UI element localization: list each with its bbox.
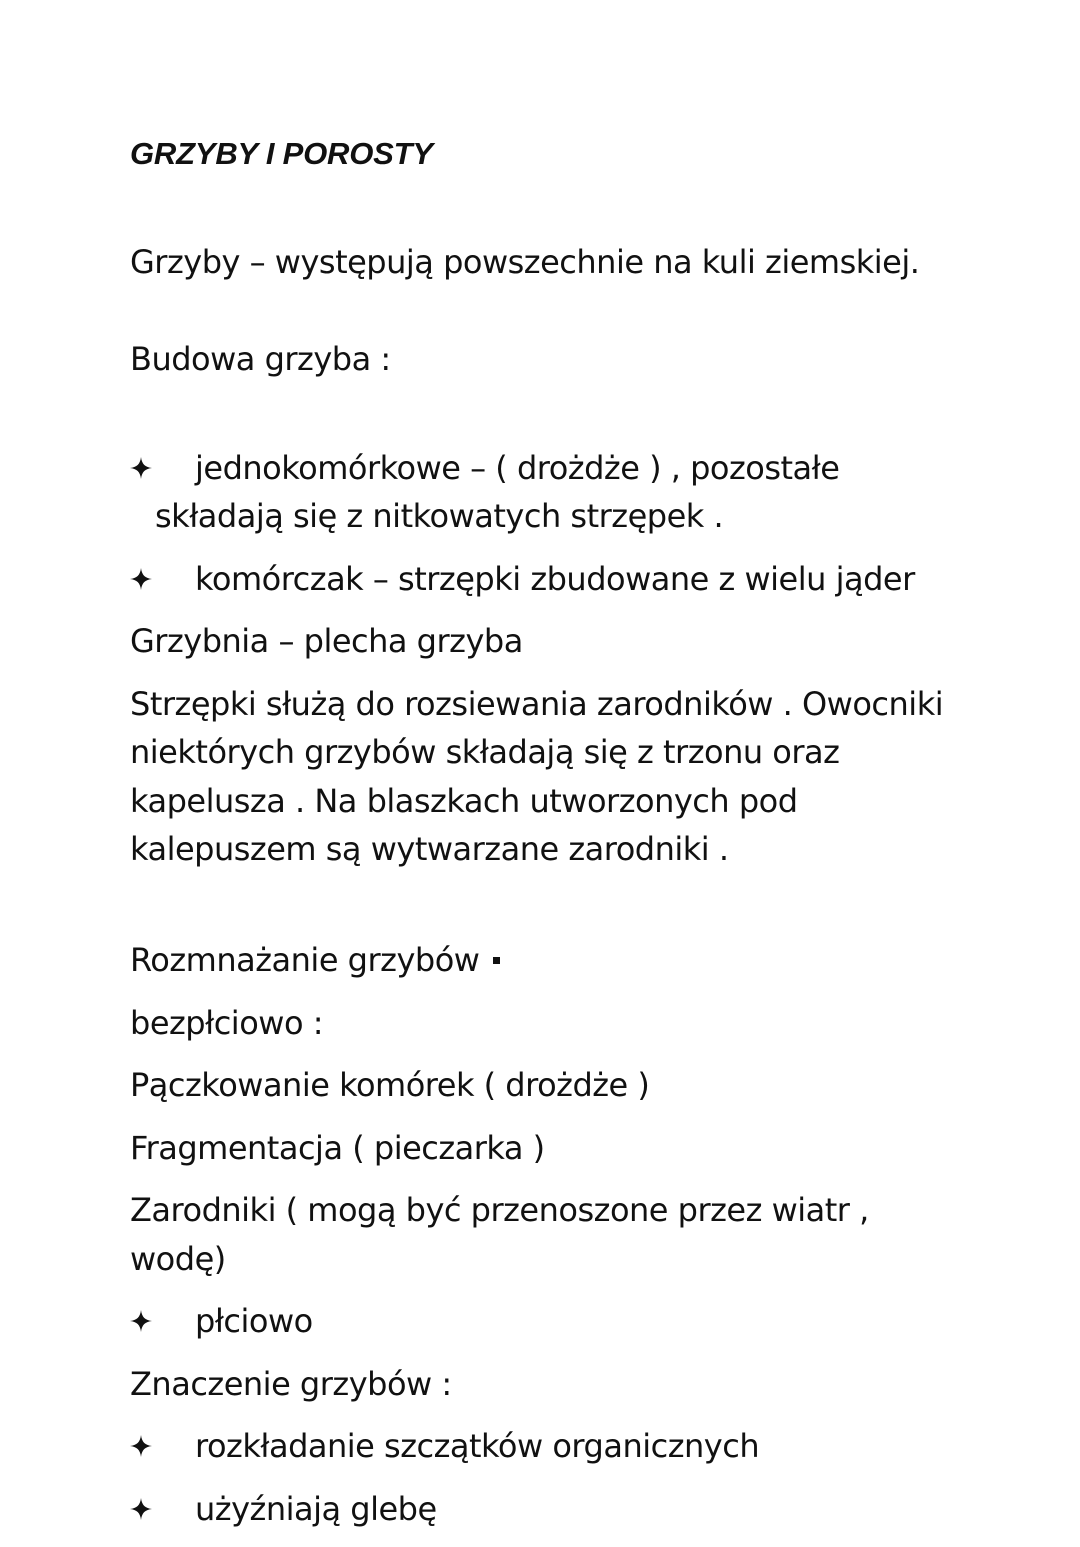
list-item [130, 1485, 970, 1534]
rozmnazanie-heading [130, 888, 970, 985]
grzybnia-line: Grzybnia – plecha grzyba [130, 622, 523, 660]
strzepki-paragraph: Strzępki służą do rozsiewania zarodników . Owocniki niektórych grzybów składają się z trzonu oraz kapelusza . Na blaszkach utworzonych pod kalepuszem są wytwarzane zarodniki . [130, 684, 944, 868]
intro-line-2: Budowa grzyba : [130, 339, 391, 378]
four-point-star-icon [130, 1297, 160, 1345]
intro-paragraph [130, 189, 970, 432]
list-item-text: użyźniają glebę [195, 1489, 437, 1528]
list-item [130, 1422, 970, 1471]
list-item-text: płciowo [195, 1302, 313, 1340]
list-item [130, 1297, 970, 1346]
intro-line-1: Grzyby – występują powszechnie na kuli ziemskiej. [130, 242, 920, 281]
list-item [130, 444, 970, 541]
list-item-text: rozkładanie szczątków organicznych [195, 1427, 760, 1465]
list-item [130, 555, 970, 604]
rozmnazanie-heading-text: Rozmnażanie grzybów [130, 941, 480, 979]
four-point-star-icon [130, 444, 160, 492]
list-item-text: komórczak – strzępki zbudowane z wielu jąder [195, 559, 915, 598]
zarodniki-paragraph: Zarodniki ( mogą być przenoszone przez wiatr , wodę) [130, 1191, 869, 1278]
list-item-continuation: składają się z nitkowatych strzępek . [155, 497, 724, 535]
four-point-star-icon [130, 555, 160, 603]
paczkowanie-line: Pączkowanie komórek ( drożdże ) [130, 1066, 650, 1104]
fragmentacja-line: Fragmentacja ( pieczarka ) [130, 1128, 545, 1167]
znaczenie-heading: Znaczenie grzybów : [130, 1364, 452, 1403]
four-point-star-icon [130, 1422, 160, 1470]
document-page [130, 134, 970, 1547]
page-title: GRZYBY I POROSTY [130, 136, 433, 171]
list-item-text: jednokomórkowe – ( drożdże ) , pozostałe [195, 448, 840, 487]
small-square-icon [493, 957, 500, 964]
four-point-star-icon [130, 1485, 160, 1533]
bezplciowo-line: bezpłciowo : [130, 1003, 323, 1042]
